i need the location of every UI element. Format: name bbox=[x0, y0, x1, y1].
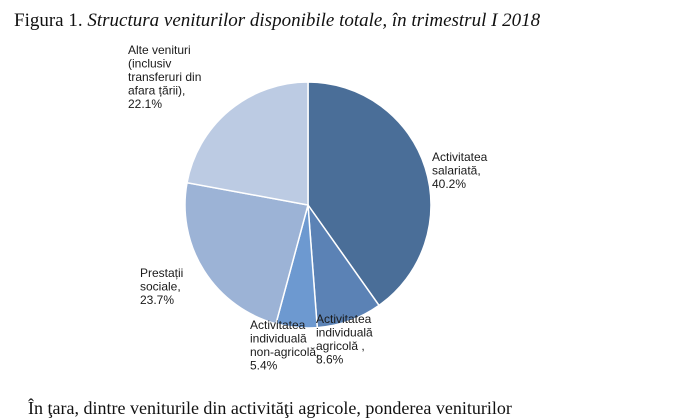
slice-label-line: agricolă , bbox=[316, 339, 365, 353]
slice-label-line: transferuri din bbox=[128, 70, 202, 84]
figure-label: Figura 1. bbox=[14, 10, 83, 31]
slice-label-line: 22.1% bbox=[128, 97, 163, 111]
pie-slice-4 bbox=[187, 82, 308, 205]
slice-label-line: sociale, bbox=[140, 279, 181, 294]
slice-label-line: Alte venituri bbox=[128, 43, 191, 57]
slice-label-0 bbox=[432, 150, 488, 191]
slice-label-line: 23.7% bbox=[140, 293, 175, 307]
slice-label-line: salariată, bbox=[432, 163, 481, 178]
slice-label-line: Prestații bbox=[140, 266, 184, 280]
slice-label-line: Activitatea bbox=[250, 318, 306, 332]
slice-label-line: individuală bbox=[250, 331, 307, 346]
slice-label-1 bbox=[316, 312, 373, 367]
slice-label-line: 40.2% bbox=[432, 177, 467, 191]
slice-label-line: non-agricolă, bbox=[250, 345, 320, 359]
slice-label-line: 8.6% bbox=[316, 352, 344, 367]
slice-label-line: Activitatea bbox=[316, 312, 372, 326]
slice-label-4 bbox=[128, 43, 201, 111]
slice-label-line: individuală bbox=[316, 325, 373, 340]
slice-label-line: 5.4% bbox=[250, 358, 278, 373]
figure-caption: Structura veniturilor disponibile totale, în trimestrul I 2018 bbox=[87, 10, 541, 31]
slice-label-line: Activitatea bbox=[432, 150, 488, 164]
slice-label-line: afara țării), bbox=[128, 83, 186, 98]
slice-label-line: (inclusiv bbox=[128, 56, 172, 71]
body-text-fragment: În ţara, dintre veniturile din activităţi agricole, ponderea veniturilor bbox=[28, 398, 512, 418]
slice-label-3 bbox=[140, 266, 183, 307]
